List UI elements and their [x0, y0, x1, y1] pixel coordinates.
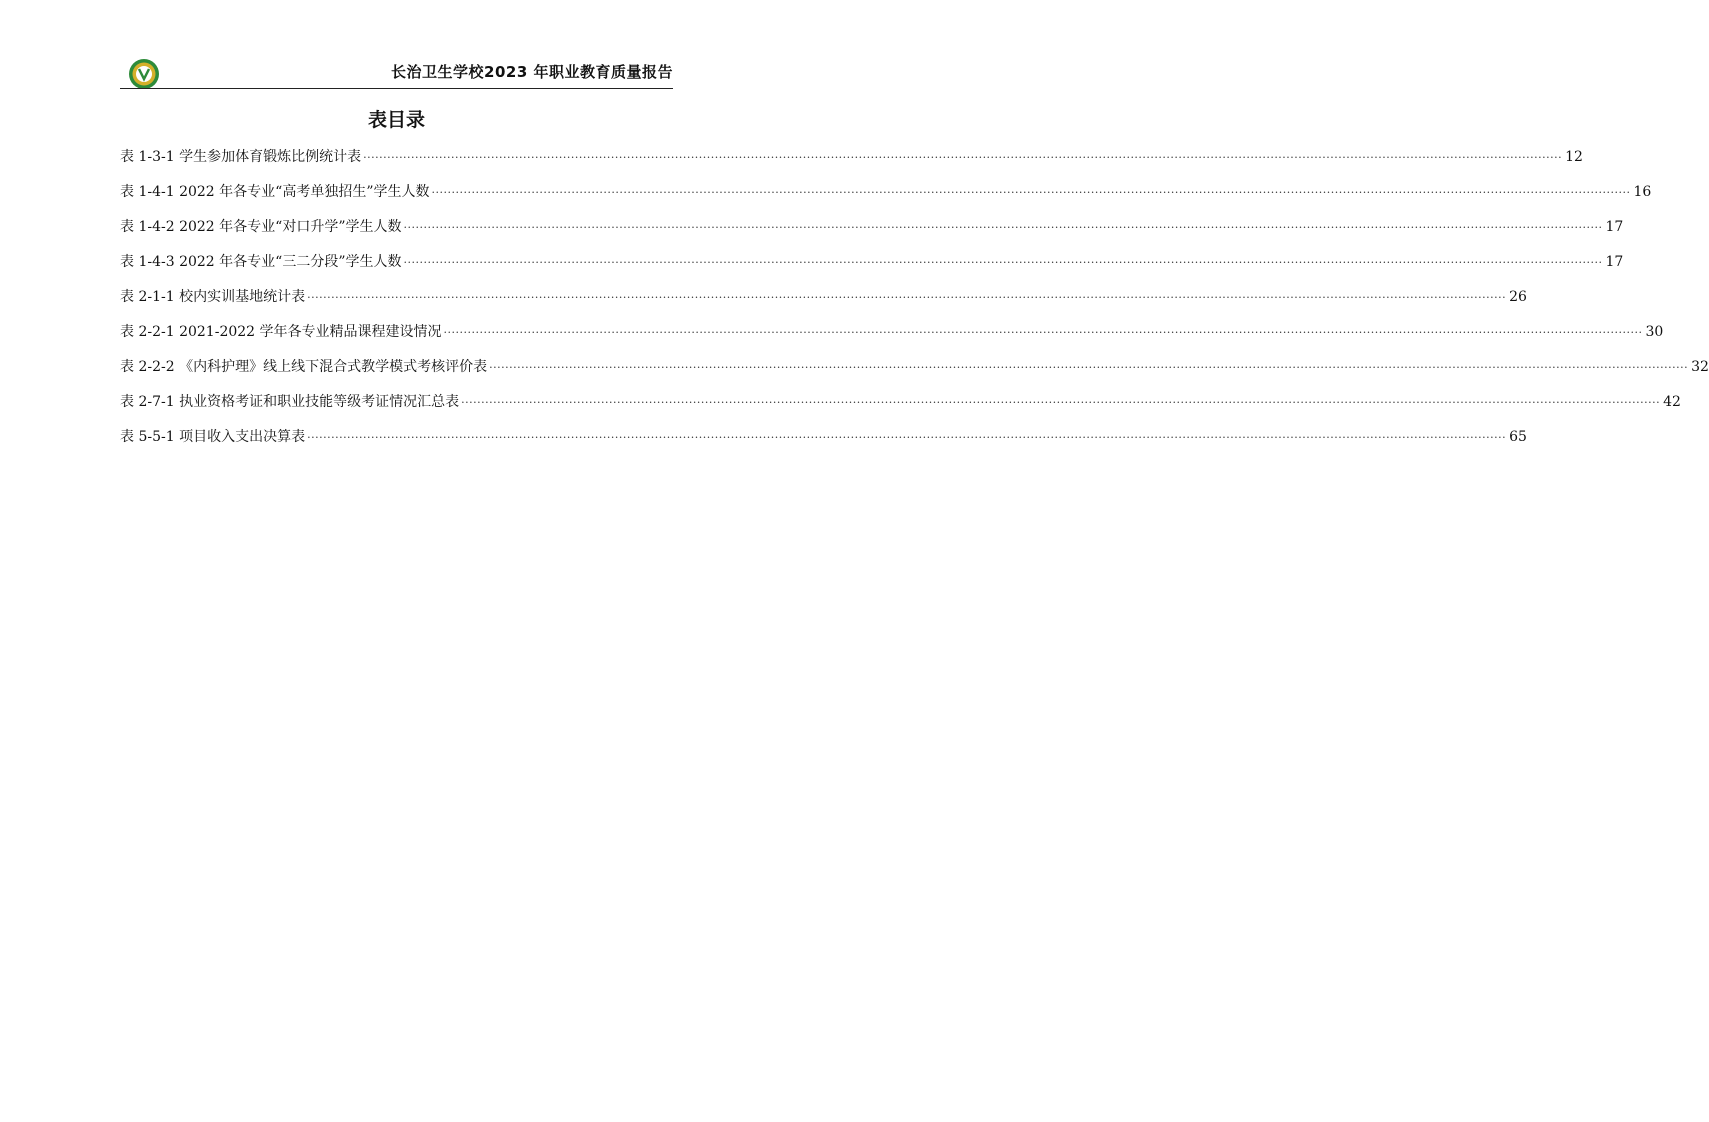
- toc-entry[interactable]: [120, 215, 1624, 250]
- toc-entry-page: 30: [1645, 324, 1664, 340]
- toc-entry[interactable]: [120, 390, 1681, 425]
- toc-entry-label: 表 2-7-1 执业资格考证和职业技能等级考证情况汇总表: [120, 394, 460, 410]
- toc-entry-label: 表 2-2-2 《内科护理》线上线下混合式教学模式考核评价表: [120, 359, 488, 375]
- toc-entry-label: 表 1-4-1 2022 年各专业“高考单独招生”学生人数: [120, 184, 430, 200]
- page-header: [120, 50, 673, 90]
- toc-entry-label: 表 1-3-1 学生参加体育锻炼比例统计表: [120, 149, 362, 165]
- toc-title: 表目录: [367, 109, 425, 131]
- toc-leader-dots: ············································································································································································································································································································: [431, 186, 1631, 199]
- toc-leader-dots: ············································································································································································································································································································: [307, 431, 1507, 444]
- school-emblem-icon: [128, 58, 160, 90]
- toc-entry-label: 表 1-4-3 2022 年各专业“三二分段”学生人数: [120, 254, 402, 270]
- toc-entry-page: 17: [1605, 219, 1624, 235]
- toc-entry[interactable]: [120, 145, 1583, 180]
- toc-entry-page: 16: [1633, 184, 1652, 200]
- toc-entry[interactable]: [120, 320, 1664, 355]
- toc-leader-dots: ············································································································································································································································································································: [307, 291, 1507, 304]
- toc-entry-page: 65: [1509, 429, 1527, 445]
- toc-entry-label: 表 1-4-2 2022 年各专业“对口升学”学生人数: [120, 219, 402, 235]
- toc-leader-dots: ············································································································································································································································································································: [443, 326, 1643, 339]
- header-title: 长治卫生学校2023 年职业教育质量报告: [391, 63, 673, 81]
- toc-entry-label: 表 5-5-1 项目收入支出决算表: [120, 429, 306, 445]
- toc-entry-page: 12: [1565, 149, 1583, 165]
- toc-leader-dots: ············································································································································································································································································································: [489, 361, 1689, 374]
- toc-entry[interactable]: [120, 285, 1527, 320]
- toc-entry[interactable]: [120, 355, 1709, 390]
- toc-entry-page: 17: [1605, 254, 1624, 270]
- toc-leader-dots: ············································································································································································································································································································: [461, 396, 1661, 409]
- toc-leader-dots: ············································································································································································································································································································: [403, 256, 1603, 269]
- toc-entry[interactable]: [120, 250, 1624, 285]
- toc-leader-dots: ············································································································································································································································································································: [363, 151, 1563, 164]
- toc-entry-label: 表 2-1-1 校内实训基地统计表: [120, 289, 306, 305]
- toc-leader-dots: ············································································································································································································································································································: [403, 221, 1603, 234]
- toc-entry-page: 42: [1663, 394, 1681, 410]
- toc-entry[interactable]: [120, 180, 1652, 215]
- toc-entry[interactable]: [120, 425, 1527, 460]
- toc-entry-page: 26: [1509, 289, 1527, 305]
- table-of-contents: [120, 145, 1709, 460]
- toc-entry-page: 32: [1691, 359, 1709, 375]
- header-divider: [120, 88, 673, 89]
- toc-entry-label: 表 2-2-1 2021-2022 学年各专业精品课程建设情况: [120, 324, 442, 340]
